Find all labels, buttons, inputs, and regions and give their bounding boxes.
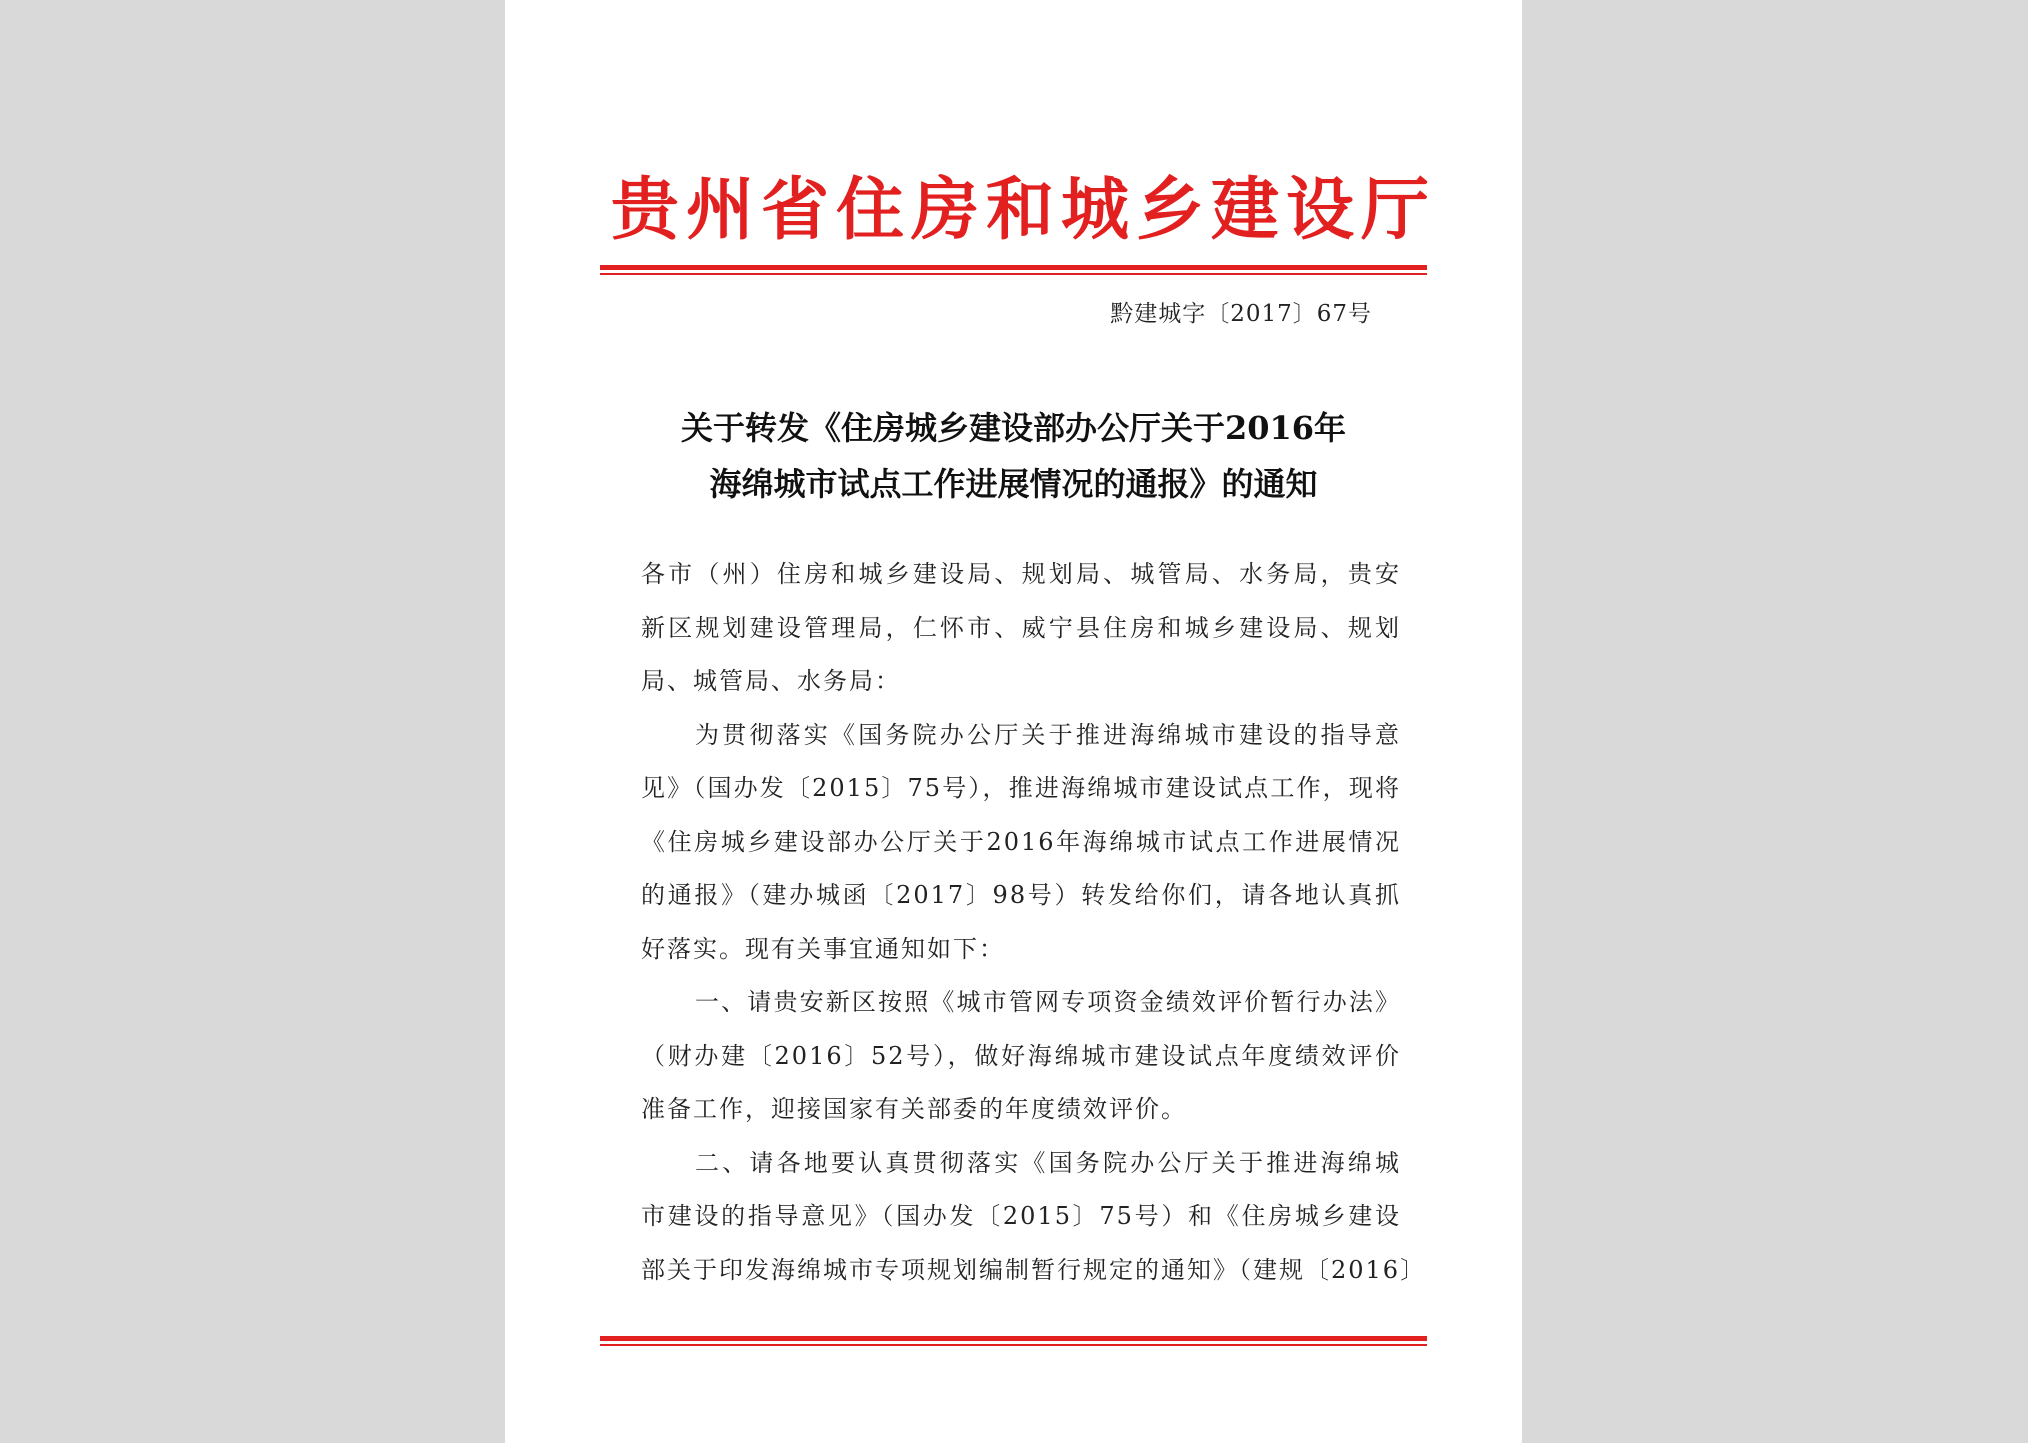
body-line: 部关于印发海绵城市专项规划编制暂行规定的通知》（建规〔2016〕 <box>641 1255 1427 1284</box>
body-line: 好落实。现有关事宜通知如下： <box>641 934 1005 963</box>
footer-red-rule <box>600 1336 1427 1346</box>
document-body <box>641 548 1427 1297</box>
body-line: 新区规划建设管理局，仁怀市、威宁县住房和城乡建设局、规划 <box>641 613 1401 642</box>
body-line: 二、请各地要认真贯彻落实《国务院办公厅关于推进海绵城 <box>695 1148 1401 1177</box>
red-rule-thin <box>600 1344 1427 1346</box>
letterhead-agency-name: 贵州省住房和城乡建设厅 <box>610 170 1436 250</box>
red-rule-thick <box>600 1336 1427 1341</box>
red-rule-thin <box>600 273 1427 275</box>
body-line: 局、城管局、水务局： <box>641 667 901 695</box>
body-line: 各市（州）住房和城乡建设局、规划局、城管局、水务局，贵安 <box>641 560 1401 588</box>
document-title <box>600 400 1427 512</box>
body-line: 《住房城乡建设部办公厅关于2016年海绵城市试点工作进展情况 <box>641 827 1401 856</box>
letterhead-red-rule-top <box>600 265 1427 275</box>
title-line-2: 海绵城市试点工作进展情况的通报》的通知 <box>709 465 1318 503</box>
body-line: 准备工作，迎接国家有关部委的年度绩效评价。 <box>641 1095 1187 1123</box>
title-line-1: 关于转发《住房城乡建设部办公厅关于2016年 <box>680 409 1347 447</box>
body-line: 的通报》（建办城函〔2017〕98号）转发给你们，请各地认真抓 <box>641 881 1401 909</box>
document-number: 黔建城字〔2017〕67号 <box>1110 301 1372 327</box>
body-line: （财办建〔2016〕52号），做好海绵城市建设试点年度绩效评价 <box>641 1041 1401 1070</box>
body-line: 一、请贵安新区按照《城市管网专项资金绩效评价暂行办法》 <box>695 988 1401 1016</box>
body-line: 市建设的指导意见》（国办发〔2015〕75号）和《住房城乡建设 <box>641 1202 1401 1230</box>
body-line: 为贯彻落实《国务院办公厅关于推进海绵城市建设的指导意 <box>695 720 1401 749</box>
body-line: 见》（国办发〔2015〕75号），推进海绵城市建设试点工作，现将 <box>641 774 1401 802</box>
document-page <box>505 0 1522 1443</box>
red-rule-thick <box>600 265 1427 270</box>
